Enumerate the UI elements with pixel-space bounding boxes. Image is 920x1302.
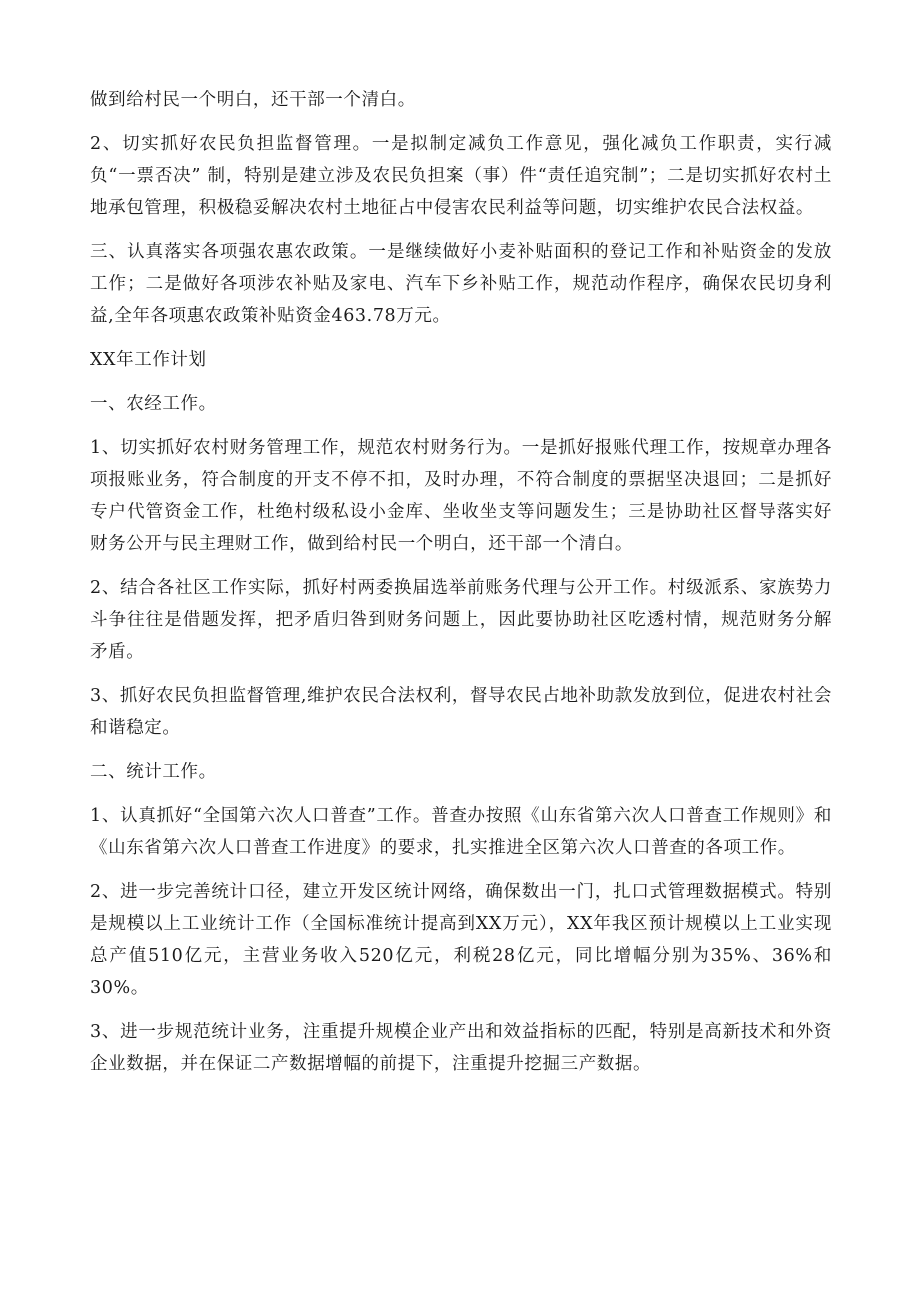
paragraph-statistics-business: 3、进一步规范统计业务，注重提升规模企业产出和效益指标的匹配，特别是高新技术和外资企业数据，并在保证二产数据增幅的前提下，注重提升挖掘三产数据。 [90, 1022, 832, 1074]
paragraph-burden-supervision: 3、抓好农民负担监督管理,维护农民合法权利，督导农民占地补助款发放到位，促进农村社会和谐稳定。 [90, 686, 832, 738]
paragraph-census: 1、认真抓好“全国第六次人口普查”工作。普查办按照《山东省第六次人口普查工作规则》和《山东省第六次人口普查工作进度》的要求，扎实推进全区第六次人口普查的各项工作。 [90, 806, 832, 858]
section-heading-statistics: 二、统计工作。 [90, 762, 217, 782]
section-heading-work-plan: XX年工作计划 [90, 350, 207, 370]
section-heading-agri-economy: 一、农经工作。 [90, 394, 217, 414]
paragraph-village-election: 2、结合各社区工作实际，抓好村两委换届选举前账务代理与公开工作。村级派系、家族势力斗争往往是借题发挥，把矛盾归咎到财务问题上，因此要协助社区吃透村情，规范财务分解矛盾。 [90, 578, 832, 662]
paragraph-farmer-burden: 2、切实抓好农民负担监督管理。一是拟制定减负工作意见，强化减负工作职责，实行减负“一票否决” 制，特别是建立涉及农民负担案（事）件“责任追究制”；二是切实抓好农村土地承包管理，积极稳妥解决农村土地征占中侵害农民利益等问题，切实维护农民合法权益。 [90, 134, 832, 218]
paragraph-subsidy-policy: 三、认真落实各项强农惠农政策。一是继续做好小麦补贴面积的登记工作和补贴资金的发放工作；二是做好各项涉农补贴及家电、汽车下乡补贴工作，规范动作程序，确保农民切身利益,全年各项惠农政策补贴资金463.78万元。 [90, 242, 832, 326]
paragraph-finance-management: 1、切实抓好农村财务管理工作，规范农村财务行为。一是抓好报账代理工作，按规章办理各项报账业务，符合制度的开支不停不扣，及时办理，不符合制度的票据坚决退回；二是抓好专户代管资金工作，杜绝村级私设小金库、坐收坐支等问题发生；三是协助社区督导落实好财务公开与民主理财工作，做到给村民一个明白，还干部一个清白。 [90, 438, 832, 554]
paragraph-statistics-network: 2、进一步完善统计口径，建立开发区统计网络，确保数出一门，扎口式管理数据模式。特别是规模以上工业统计工作（全国标准统计提高到XX万元），XX年我区预计规模以上工业实现总产值510亿元，主营业务收入520亿元，利税28亿元，同比增幅分别为35%、36%和30%。 [90, 882, 832, 998]
paragraph-continuation: 做到给村民一个明白，还干部一个清白。 [90, 90, 416, 110]
